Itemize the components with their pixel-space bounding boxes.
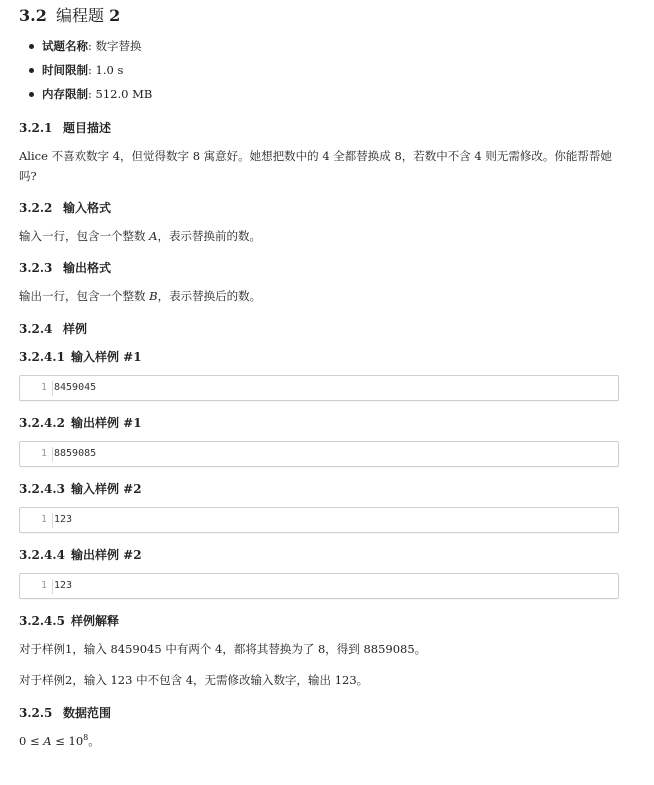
samples-heading: 3.2.4 样例 [19,322,88,336]
problem-meta-list [24,36,152,108]
meta-item-memory-limit: 内存限制: 512.0 MB [24,84,152,108]
meta-item-name: 试题名称: 数字替换 [24,36,152,60]
code-text[interactable]: 123 [54,514,73,525]
line-number: 1 [40,382,47,393]
code-text[interactable]: 123 [54,580,73,591]
explanation-text-1: 对于样例1，输入 8459045 中有两个 4，都将其替换为了 8，得到 8859085。 [19,642,427,656]
data-range-heading: 3.2.5 数据范围 [19,706,112,720]
code-text[interactable]: 8859085 [54,448,97,459]
description-heading: 3.2.1 题目描述 [19,121,112,135]
line-number: 1 [40,514,47,525]
gutter-divider [52,381,53,396]
explanation-heading: 3.2.4.5 样例解释 [19,614,120,628]
section-number: 3.2 [19,6,47,25]
sample-heading: 3.2.4.2 输出样例 #1 [19,416,142,430]
code-block[interactable] [19,375,619,401]
section-heading [19,3,120,26]
gutter-divider [52,447,53,462]
sample-heading: 3.2.4.1 输入样例 #1 [19,350,142,364]
code-block[interactable] [19,573,619,599]
description-text: Alice 不喜欢数字 4，但觉得数字 8 寓意好。她想把数中的 4 全都替换成 8，若数中不含 4 则无需修改。你能帮帮她吗? [19,149,612,183]
line-number: 1 [40,448,47,459]
input-format-heading: 3.2.2 输入格式 [19,201,112,215]
sample-heading: 3.2.4.3 输入样例 #2 [19,482,142,496]
code-text[interactable]: 8459045 [54,382,97,393]
line-number: 1 [40,580,47,591]
section-title: 编程题 2 [56,6,121,25]
code-block[interactable] [19,441,619,467]
output-format-heading: 3.2.3 输出格式 [19,261,112,275]
output-format-text: 输出一行，包含一个整数 B，表示替换后的数。 [19,289,262,303]
gutter-divider [52,513,53,528]
data-range-text: $0 \le A \le 10^8$。 [19,733,100,748]
meta-item-time-limit: 时间限制: 1.0 s [24,60,152,84]
sample-heading: 3.2.4.4 输出样例 #2 [19,548,142,562]
gutter-divider [52,579,53,594]
explanation-text-2: 对于样例2，输入 123 中不包含 4，无需修改输入数字，输出 123。 [19,673,369,687]
code-block[interactable] [19,507,619,533]
input-format-text: 输入一行，包含一个整数 A，表示替换前的数。 [19,229,261,243]
